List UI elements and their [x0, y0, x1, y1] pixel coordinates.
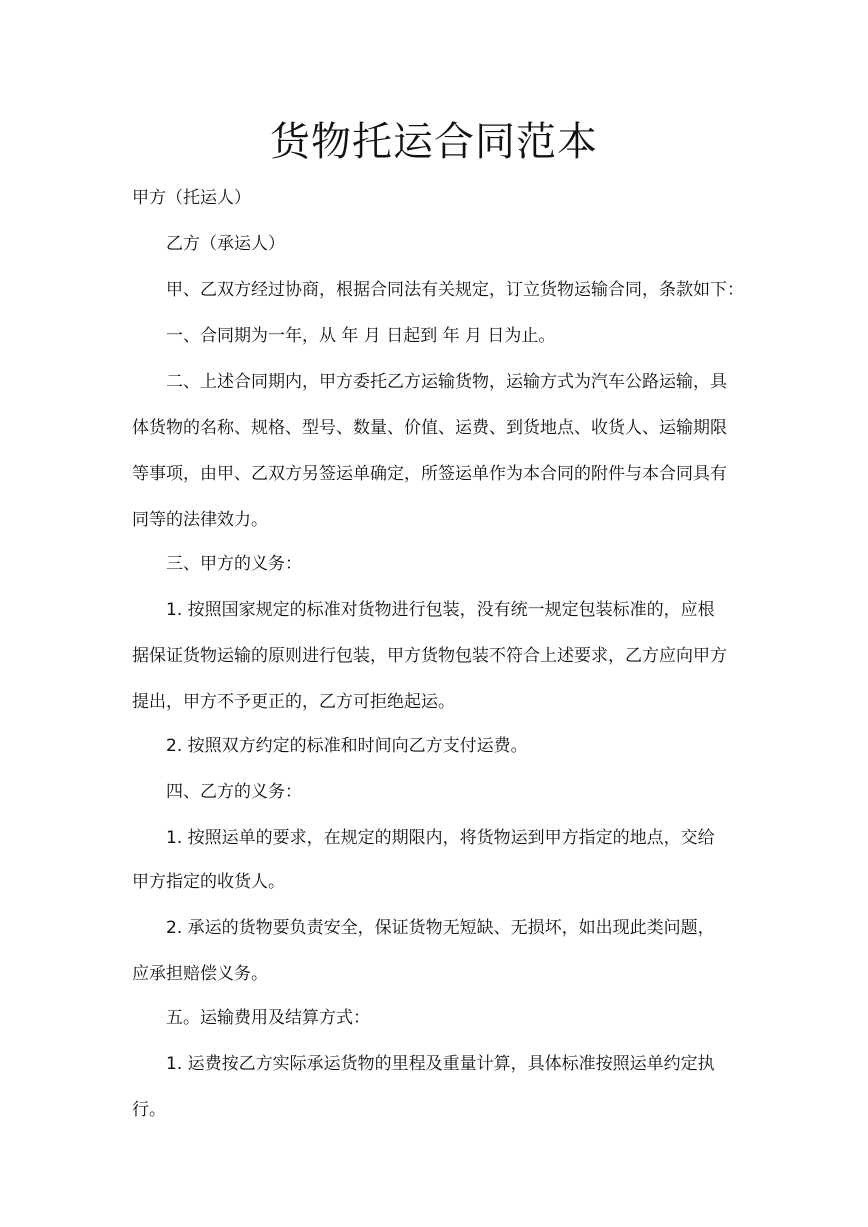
- clause-4-item-2-line-2: 应承担赔偿义务。: [132, 964, 268, 984]
- clause-4-item-1-line-2: 甲方指定的收货人。: [132, 872, 285, 892]
- clause-3-heading: 三、甲方的义务：: [166, 554, 302, 574]
- clause-3-item-2: 2. 按照双方约定的标准和时间向乙方支付运费。: [166, 736, 528, 756]
- clause-5-item-1-line-2: 行。: [132, 1100, 166, 1120]
- clause-2-line-1: 二、上述合同期内，甲方委托乙方运输货物，运输方式为汽车公路运输，具: [166, 372, 727, 392]
- clause-4-heading: 四、乙方的义务：: [166, 782, 302, 802]
- clause-2-line-3: 等事项，由甲、乙双方另签运单确定，所签运单作为本合同的附件与本合同具有: [132, 464, 727, 484]
- preamble-line: 甲、乙双方经过协商，根据合同法有关规定，订立货物运输合同，条款如下：: [166, 280, 744, 300]
- document-title: 货物托运合同范本: [270, 119, 598, 165]
- clause-2-line-2: 体货物的名称、规格、型号、数量、价值、运费、到货地点、收货人、运输期限: [132, 418, 727, 438]
- party-b-line: 乙方（承运人）: [166, 234, 285, 254]
- clause-1-line: 一、合同期为一年，从 年 月 日起到 年 月 日为止。: [166, 326, 556, 346]
- clause-3-item-1-line-2: 据保证货物运输的原则进行包装，甲方货物包装不符合上述要求，乙方应向甲方: [132, 646, 727, 666]
- clause-5-item-1-line-1: 1. 运费按乙方实际承运货物的里程及重量计算，具体标准按照运单约定执: [166, 1054, 715, 1074]
- clause-4-item-2-line-1: 2. 承运的货物要负责安全，保证货物无短缺、无损坏，如出现此类问题，: [166, 918, 715, 938]
- clause-5-heading: 五。运输费用及结算方式：: [166, 1008, 370, 1028]
- party-a-line: 甲方（托运人）: [132, 188, 251, 208]
- clause-4-item-1-line-1: 1. 按照运单的要求，在规定的期限内，将货物运到甲方指定的地点，交给: [166, 828, 715, 848]
- clause-2-line-4: 同等的法律效力。: [132, 510, 268, 530]
- clause-3-item-1-line-1: 1. 按照国家规定的标准对货物进行包装，没有统一规定包装标准的，应根: [166, 600, 715, 620]
- clause-3-item-1-line-3: 提出，甲方不予更正的，乙方可拒绝起运。: [132, 692, 455, 712]
